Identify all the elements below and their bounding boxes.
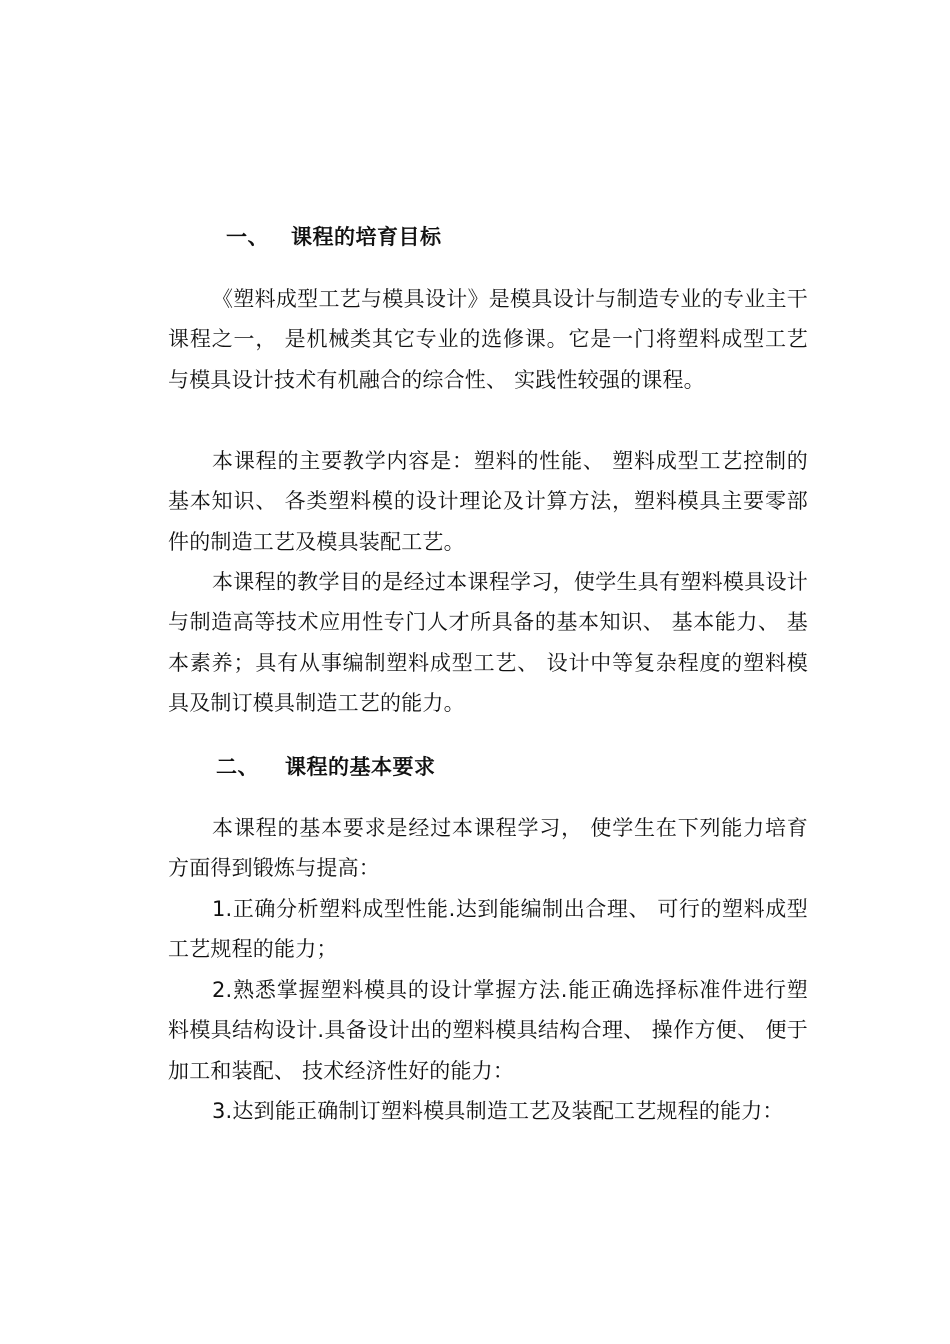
section-2-list-item-1: 1.正确分析塑料成型性能.达到能编制出合理、 可行的塑料成型工艺规程的能力； bbox=[168, 897, 808, 962]
section-2-list-item-3: 3.达到能正确制订塑料模具制造工艺及装配工艺规程的能力： bbox=[212, 1099, 784, 1123]
section-2-number: 二、 bbox=[216, 755, 259, 779]
section-2-title: 课程的基本要求 bbox=[285, 755, 436, 779]
section-1-number: 一、 bbox=[226, 225, 269, 249]
section-2-list-item-2: 2.熟悉掌握塑料模具的设计掌握方法.能正确选择标准件进行塑料模具结构设计.具备设计出的塑料模具结构合理、 操作方便、 便于加工和装配、 技术经济性好的能力： bbox=[168, 978, 808, 1083]
section-1-heading bbox=[226, 222, 442, 252]
section-2-heading bbox=[216, 752, 436, 782]
section-1-paragraph-1: 《塑料成型工艺与模具设计》是模具设计与制造专业的专业主干课程之一， 是机械类其它专业的选修课。它是一门将塑料成型工艺与模具设计技术有机融合的综合性、 实践性较强的课程。 bbox=[168, 287, 808, 392]
section-1-title: 课程的培育目标 bbox=[291, 225, 442, 249]
section-1-paragraph-2: 本课程的主要教学内容是：塑料的性能、 塑料成型工艺控制的基本知识、 各类塑料模的设计理论及计算方法，塑料模具主要零部件的制造工艺及模具装配工艺。 bbox=[168, 449, 808, 554]
section-1-paragraph-3: 本课程的教学目的是经过本课程学习，使学生具有塑料模具设计与制造高等技术应用性专门人才所具备的基本知识、 基本能力、 基本素养；具有从事编制塑料成型工艺、 设计中等复杂程度的塑料模具及制订模具制造工艺的能力。 bbox=[168, 570, 808, 716]
section-2-paragraph-1: 本课程的基本要求是经过本课程学习， 使学生在下列能力培育方面得到锻炼与提高： bbox=[168, 816, 808, 881]
